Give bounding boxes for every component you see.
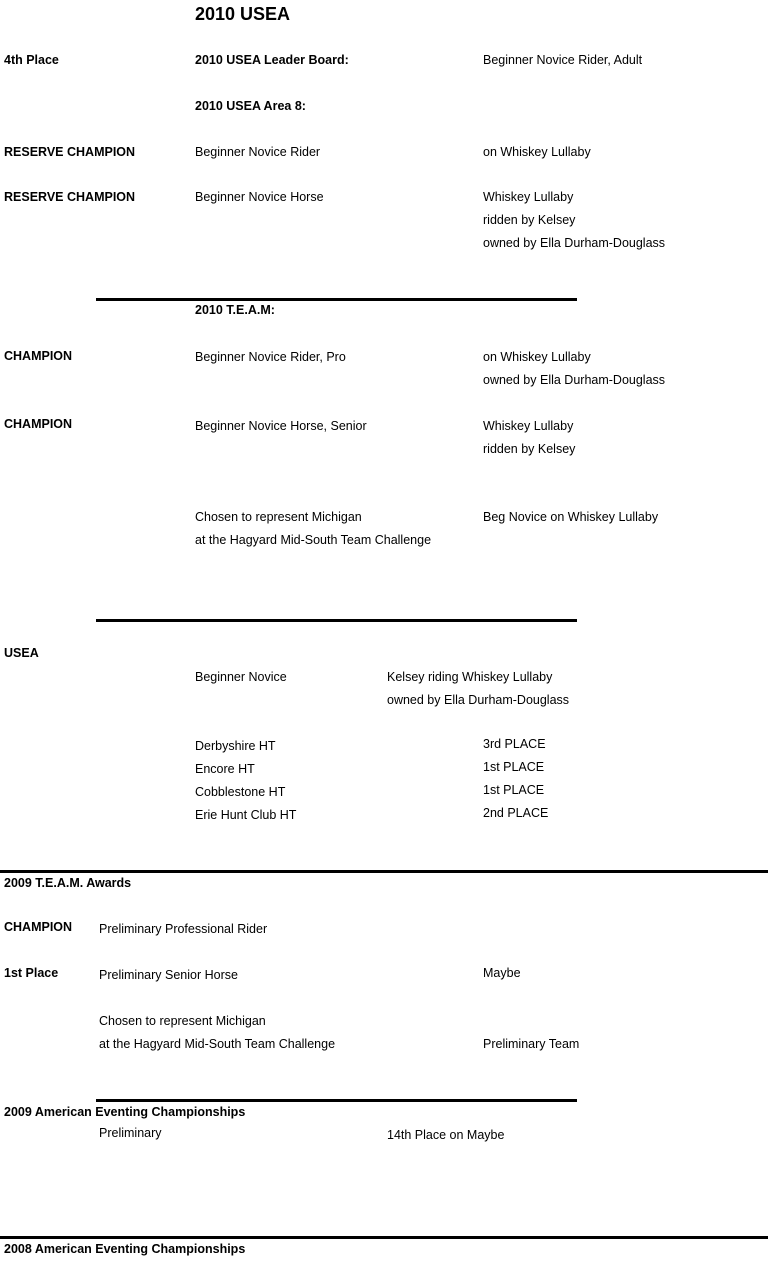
award-detail: Whiskey Lullaby <box>483 190 574 204</box>
chosen-note: at the Hagyard Mid-South Team Challenge <box>195 533 432 547</box>
aec-result: 14th Place on Maybe <box>387 1128 505 1142</box>
section-divider <box>96 1099 577 1102</box>
award-detail: on Whiskey Lullaby <box>483 350 591 364</box>
event-name: Encore HT <box>195 762 255 776</box>
section-divider <box>0 870 768 873</box>
award-detail: Maybe <box>483 966 521 980</box>
event-name: Derbyshire HT <box>195 739 276 753</box>
team-2009-heading: 2009 T.E.A.M. Awards <box>4 876 132 890</box>
results-owner: owned by Ella Durham-Douglass <box>387 693 570 707</box>
award-detail: on Whiskey Lullaby <box>483 145 591 159</box>
leader-board-division: Beginner Novice Rider, Adult <box>483 53 643 67</box>
award-label-champion: CHAMPION <box>4 920 73 934</box>
award-label-champion: CHAMPION <box>4 417 73 431</box>
award-label-1st-place: 1st Place <box>4 966 59 980</box>
page-title: 2010 USEA <box>195 4 291 24</box>
area8-heading: 2010 USEA Area 8: <box>195 99 306 113</box>
event-place: 2nd PLACE <box>483 806 549 820</box>
leader-board-heading: 2010 USEA Leader Board: <box>195 53 349 67</box>
award-label-reserve-champion: RESERVE CHAMPION <box>4 145 136 159</box>
usea-heading: USEA <box>4 646 39 660</box>
award-detail: owned by Ella Durham-Douglass <box>483 236 666 250</box>
award-division: Beginner Novice Horse, Senior <box>195 419 367 433</box>
chosen-detail: Preliminary Team <box>483 1037 580 1051</box>
results-rider: Kelsey riding Whiskey Lullaby <box>387 670 553 684</box>
chosen-note: Chosen to represent Michigan <box>195 510 362 524</box>
award-detail: owned by Ella Durham-Douglass <box>483 373 666 387</box>
team-2010-heading: 2010 T.E.A.M: <box>195 303 275 317</box>
event-name: Cobblestone HT <box>195 785 286 799</box>
aec-division: Preliminary <box>99 1126 162 1140</box>
award-detail: ridden by Kelsey <box>483 442 576 456</box>
event-name: Erie Hunt Club HT <box>195 808 297 822</box>
award-label-reserve-champion: RESERVE CHAMPION <box>4 190 136 204</box>
event-place: 1st PLACE <box>483 760 545 774</box>
award-detail: Whiskey Lullaby <box>483 419 574 433</box>
award-division: Preliminary Senior Horse <box>99 968 238 982</box>
chosen-detail: Beg Novice on Whiskey Lullaby <box>483 510 659 524</box>
award-division: Preliminary Professional Rider <box>99 922 268 936</box>
award-detail: ridden by Kelsey <box>483 213 576 227</box>
section-divider <box>96 298 577 301</box>
award-division: Beginner Novice Rider, Pro <box>195 350 346 364</box>
section-divider <box>0 1236 768 1239</box>
award-label-champion: CHAMPION <box>4 349 73 363</box>
results-division: Beginner Novice <box>195 670 287 684</box>
section-divider <box>96 619 577 622</box>
aec-2009-heading: 2009 American Eventing Championships <box>4 1105 246 1119</box>
aec-2008-heading: 2008 American Eventing Championships <box>4 1242 246 1256</box>
chosen-note: Chosen to represent Michigan <box>99 1014 266 1028</box>
event-place: 3rd PLACE <box>483 737 546 751</box>
award-label-4th-place: 4th Place <box>4 53 59 67</box>
award-division: Beginner Novice Horse <box>195 190 324 204</box>
chosen-note: at the Hagyard Mid-South Team Challenge <box>99 1037 336 1051</box>
award-division: Beginner Novice Rider <box>195 145 321 159</box>
event-place: 1st PLACE <box>483 783 545 797</box>
